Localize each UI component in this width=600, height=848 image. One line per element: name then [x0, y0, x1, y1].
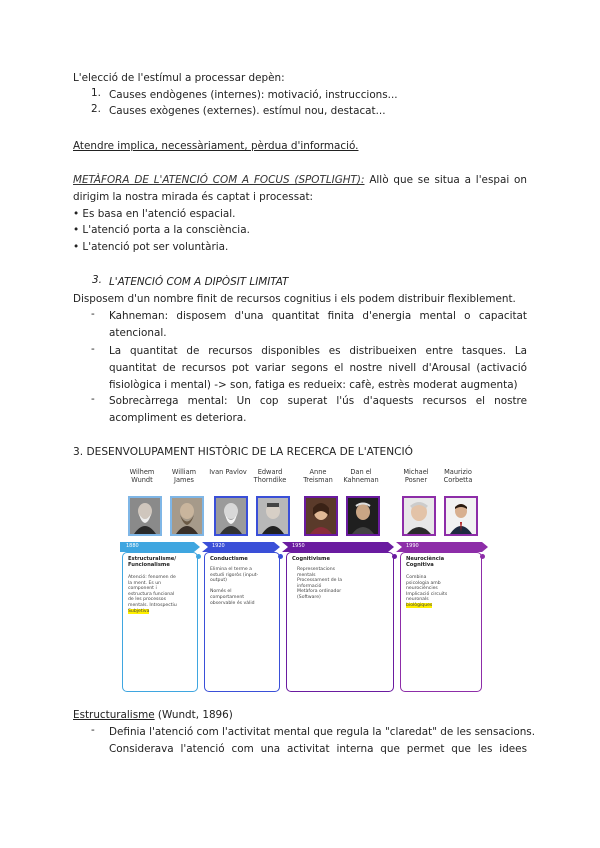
- era-box: [204, 552, 280, 692]
- focus-line-1-rest: Allò que se situa a l'espai on: [369, 174, 527, 186]
- era-title: Conductisme: [210, 556, 248, 562]
- list-item: Causes endògenes (internes): motivació, instruccions...: [109, 89, 398, 101]
- list-item: Causes exògenes (externes). estímul nou, destacat...: [109, 105, 386, 117]
- focus-line-1: [73, 172, 527, 188]
- focus-bullet: • L'atenció pot ser voluntària.: [73, 241, 229, 253]
- era-box: [400, 552, 482, 692]
- era-line: Atenció: fenomen de: [128, 575, 176, 580]
- era-line: la ment. Es un: [128, 580, 162, 586]
- person-name: William James: [171, 468, 197, 484]
- focus-title: METÀFORA DE L'ATENCIÓ COM A FOCUS (SPOTLIGHT):: [73, 174, 365, 186]
- era-description: [128, 575, 192, 614]
- era-box: [286, 552, 394, 692]
- section-item-line: fisiològica i mental) -> son, fatiga es redueix: cafè, estrès moderat augmenta): [109, 379, 518, 391]
- era-title: Cognitivisme: [292, 556, 330, 562]
- era-highlight: Subjetiva: [128, 608, 150, 614]
- timeline-dot: [480, 554, 485, 559]
- era-description: [406, 575, 470, 609]
- era-line: Metàfora ordinador: [297, 589, 342, 595]
- focus-line-2: dirigim la nostra mirada és captat i processat:: [73, 191, 314, 203]
- era-line: psicologia amb: [406, 580, 441, 586]
- structuralism-line: Considerava l'atenció com una activitat interna que permet que les idees: [109, 743, 527, 755]
- section-item-line: atencional.: [109, 327, 167, 339]
- era-year: 1920: [212, 543, 225, 549]
- era-description: [297, 567, 361, 601]
- era-line: Només el: [210, 589, 232, 595]
- era-line: comportament: [210, 594, 245, 600]
- structuralism-line: Definia l'atenció com l'activitat mental que regula la "claredat" de les sensacions.: [109, 726, 535, 738]
- era-title: Estructuralisme/ Funcionalisme: [128, 556, 177, 568]
- era-box: [122, 552, 198, 692]
- portrait-photo: [402, 496, 436, 536]
- timeline-dot: [392, 554, 397, 559]
- era-line: observable és vàlid: [210, 600, 255, 606]
- section-item-line: La quantitat de recursos disponibles es distribueixen entre tasques. La: [109, 345, 527, 357]
- era-line: mentals: [297, 572, 316, 578]
- era-line: mentals. Introspectiu: [128, 602, 177, 608]
- history-heading: 3. DESENVOLUPAMENT HISTÒRIC DE LA RECERCA DE L'ATENCIÓ: [73, 446, 413, 458]
- person-name: Wilhem Wundt: [129, 468, 155, 484]
- portrait-photo: [214, 496, 248, 536]
- portrait-photo: [304, 496, 338, 536]
- underlined-note: Atendre implica, necessàriament, pèrdua d'informació.: [73, 140, 359, 152]
- section-item-line: Kahneman: disposem d'una quantitat finita d'energia mental o capacitat: [109, 310, 527, 322]
- structuralism-term: Estructuralisme: [73, 709, 155, 721]
- list-number: 1.: [91, 87, 101, 99]
- section-title: L'ATENCIÓ COM A DIPÒSIT LIMITAT: [109, 276, 289, 288]
- portrait-photo: [128, 496, 162, 536]
- timeline-figure: [120, 468, 488, 696]
- era-year: 1880: [126, 543, 139, 549]
- era-line: estructura funcional: [128, 591, 175, 597]
- era-line: output): [210, 578, 227, 584]
- era-line: component i: [128, 586, 157, 592]
- person-name: Ivan Pavlov: [209, 468, 247, 476]
- era-year: 1950: [292, 543, 305, 549]
- section-intro: Disposem d'un nombre finit de recursos cognitius i els podem distribuir flexiblement.: [73, 293, 516, 305]
- person-name: Edward Thorndike: [253, 468, 287, 484]
- dash-bullet: -: [91, 308, 95, 320]
- era-line: informació: [297, 583, 322, 589]
- era-description: [210, 567, 274, 606]
- portrait-photo: [444, 496, 478, 536]
- section-item-line: Sobrecàrrega mental: Un cop superat l'ús d'aquests recursos el nostre: [109, 395, 527, 407]
- dash-bullet: -: [91, 393, 95, 405]
- era-line: de les processos: [128, 597, 167, 603]
- list-number: 2.: [91, 103, 101, 115]
- section-item-line: quantitat de recursos pot variar segons el nostre nivell d'Arousal (activació: [109, 362, 527, 374]
- timeline-dot: [278, 554, 283, 559]
- era-year: 1990: [406, 543, 419, 549]
- section-item-line: acompliment es deteriora.: [109, 412, 247, 424]
- dash-bullet: -: [91, 724, 95, 736]
- person-name: Anne Treisman: [303, 468, 333, 484]
- person-name: Dan el Kahneman: [343, 468, 379, 484]
- era-line: estudi rigoròs (input-: [210, 572, 259, 578]
- dash-bullet: -: [91, 343, 95, 355]
- era-line: Representacions: [297, 567, 336, 572]
- focus-bullet: • L'atenció porta a la consciència.: [73, 224, 250, 236]
- person-name: Maurizio Corbetta: [443, 468, 473, 484]
- structuralism-heading: [73, 707, 233, 723]
- intro-line: L'elecció de l'estímul a processar depèn:: [73, 72, 285, 84]
- person-name: Michael Posner: [403, 468, 429, 484]
- era-line: Combina: [406, 575, 427, 580]
- portrait-photo: [346, 496, 380, 536]
- focus-bullet: • Es basa en l'atenció espacial.: [73, 208, 236, 220]
- portrait-photo: [256, 496, 290, 536]
- section-number: 3.: [92, 274, 102, 286]
- timeline-dot: [196, 554, 201, 559]
- era-line: Elimina el terme a: [210, 567, 252, 572]
- era-line: neurociències: [406, 586, 438, 592]
- era-line: Processament de la: [297, 578, 343, 584]
- era-line: Implicació circuits: [406, 591, 448, 597]
- era-highlight: biològiques: [406, 602, 433, 608]
- structuralism-rest: (Wundt, 1896): [154, 709, 233, 721]
- era-line: neuronals: [406, 597, 429, 603]
- era-line: (Software): [297, 594, 321, 600]
- portrait-photo: [170, 496, 204, 536]
- era-title: Neurociència Cognitiva: [406, 556, 445, 568]
